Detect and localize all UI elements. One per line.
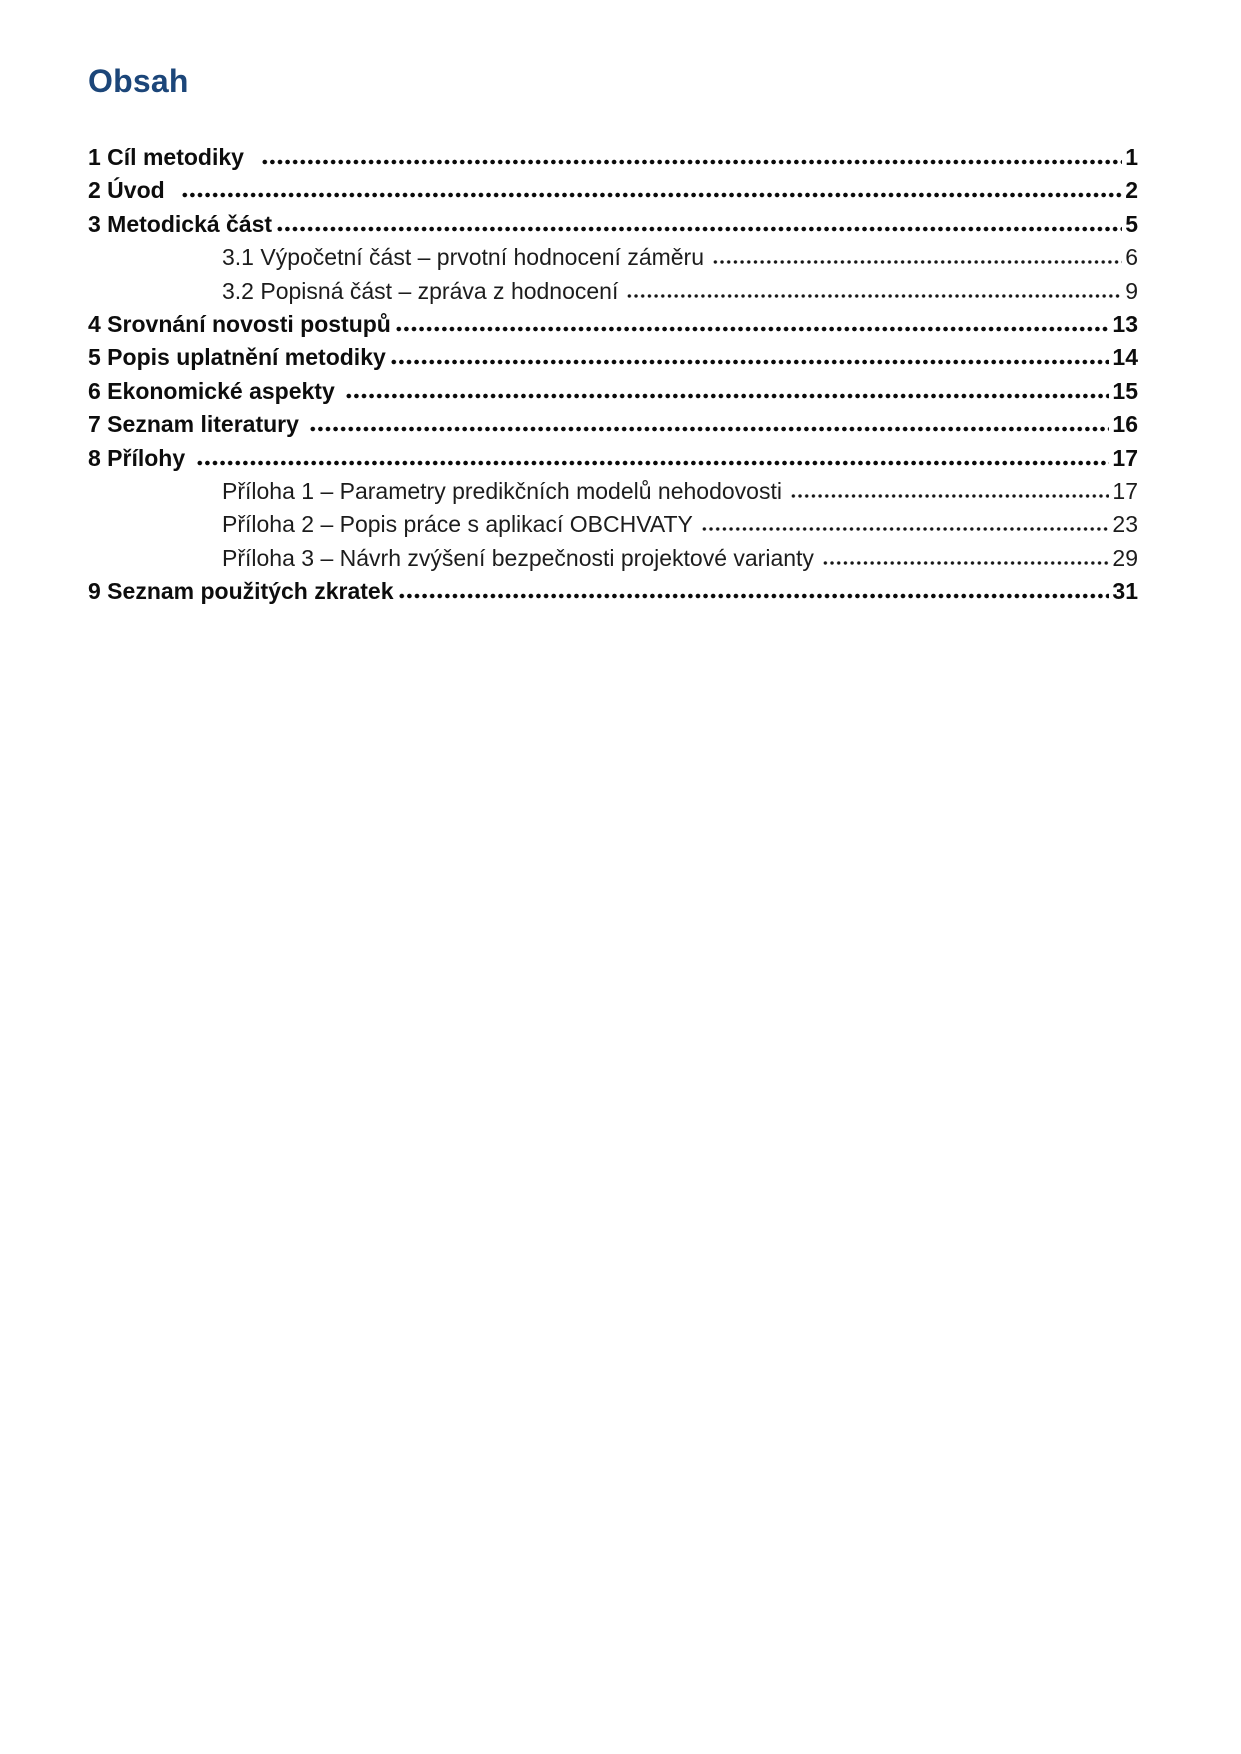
dot-leader [398,593,1110,599]
toc-entry[interactable] [88,208,1138,241]
dot-leader [701,526,1110,532]
toc-entry[interactable] [88,141,1138,174]
toc-entry[interactable] [88,174,1138,207]
toc-entry-page: 17 [1112,444,1138,471]
toc-entry-page: 1 [1125,144,1138,170]
toc-entry[interactable] [88,575,1138,608]
toc-entry-label: Příloha 2 – Popis práce s aplikací OBCHVATY [222,511,693,538]
toc-entry-page: 6 [1125,244,1138,271]
toc-entry-page: 17 [1112,477,1138,504]
toc-entry-label: 7 Seznam literatury [88,411,306,438]
toc-entry[interactable] [88,341,1138,374]
toc-entry[interactable] [88,408,1138,441]
toc-entry-page: 23 [1112,511,1138,538]
page-title: Obsah [88,63,189,99]
toc-entry-page: 14 [1112,344,1138,371]
dot-leader [181,192,1122,198]
dot-leader [276,226,1122,232]
toc-entry-page: 15 [1112,377,1138,404]
dot-leader [626,293,1122,299]
toc-entry-page: 2 [1125,177,1138,204]
toc-entry-label: 3.2 Popisná část – zpráva z hodnocení [222,277,619,304]
toc-entry[interactable] [88,475,1138,508]
toc-entry-page: 9 [1125,277,1138,304]
toc-entry-page: 13 [1112,310,1138,337]
toc-entry[interactable] [88,308,1138,341]
toc-entry-label: 3 Metodická část [88,210,273,237]
dot-leader [309,426,1109,432]
toc-entry-page: 29 [1112,544,1138,571]
dot-leader [390,359,1110,365]
dot-leader [822,560,1109,566]
toc-entry[interactable] [88,241,1138,274]
table-of-contents [88,141,1138,608]
toc-entry[interactable] [88,442,1138,475]
toc-entry-label: 8 Přílohy [88,444,192,471]
toc-entry[interactable] [88,508,1138,541]
dot-leader [196,460,1110,466]
toc-entry[interactable] [88,275,1138,308]
toc-entry-label: Příloha 3 – Návrh zvýšení bezpečnosti projektové varianty [222,544,814,571]
dot-leader [395,326,1110,332]
toc-entry-label: 3.1 Výpočetní část – prvotní hodnocení záměru [222,244,705,271]
toc-entry-label: 4 Srovnání novosti postupů [88,310,391,337]
toc-entry-page: 5 [1125,210,1138,237]
toc-entry-label: 2 Úvod [88,177,178,204]
toc-entry[interactable] [88,375,1138,408]
toc-entry[interactable] [88,542,1138,575]
toc-entry-page: 16 [1112,411,1138,438]
toc-entry-label: 9 Seznam použitých zkratek [88,578,394,605]
toc-entry-label: 5 Popis uplatnění metodiky [88,344,386,371]
toc-entry-page: 31 [1112,578,1138,605]
dot-leader [712,259,1122,265]
dot-leader [261,159,1122,165]
dot-leader [345,393,1109,399]
toc-entry-label: Příloha 1 – Parametry predikčních modelů nehodovosti [222,477,782,504]
toc-entry-label: 1 Cíl metodiky [88,144,257,170]
dot-leader [790,493,1109,499]
toc-entry-label: 6 Ekonomické aspekty [88,377,342,404]
